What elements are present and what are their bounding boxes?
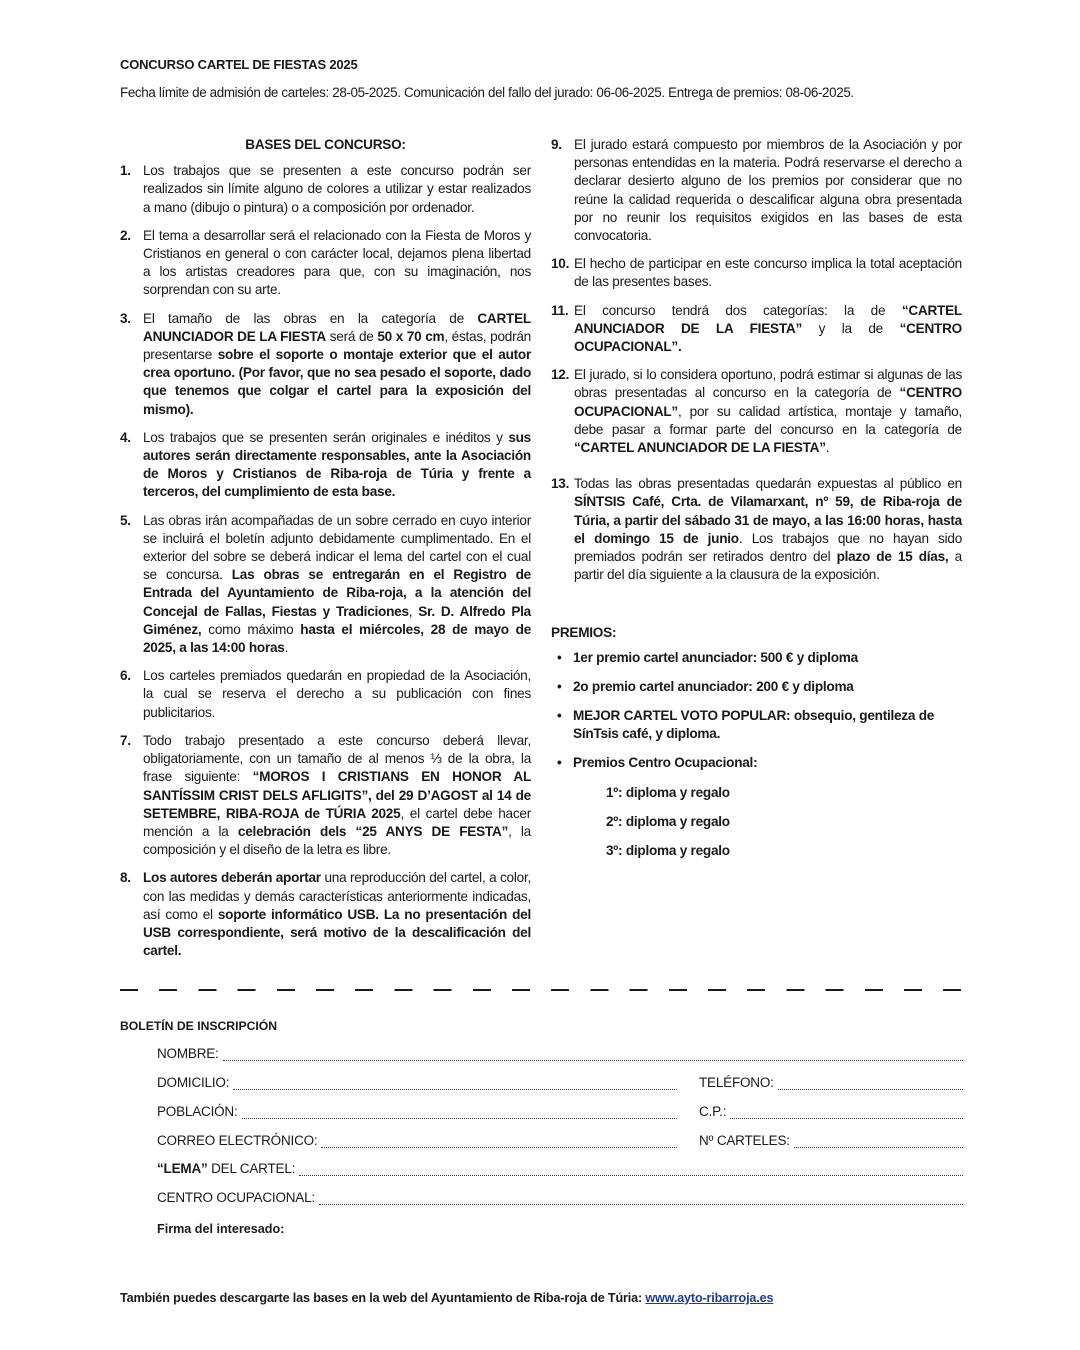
rule-number: 6. xyxy=(120,668,131,684)
rule-text-bold: plazo de 15 días, xyxy=(836,549,949,565)
rule-7 xyxy=(120,732,531,859)
correo-input-line[interactable] xyxy=(321,1133,677,1148)
correo-label: CORREO ELECTRÓNICO: xyxy=(157,1133,318,1148)
rule-text: Todo trabajo presentado a este concurso deberá llevar, obligatoriamente, con un tamaño de al menos ⅓ de la obra, la frase siguiente: xyxy=(143,732,531,785)
rule-10 xyxy=(551,255,962,291)
rule-text-bold: “CARTEL ANUNCIADOR DE LA FIESTA” xyxy=(574,440,826,456)
prize-second xyxy=(551,678,962,696)
rule-text: a partir del día siguiente a la clausura de la exposición. xyxy=(574,549,962,583)
rule-text-bold: “MOROS I CRISTIANS EN HONOR AL SANTÍSSIM CRIST DELS AFLIGITS”, del 29 D’AGOST al 14 de SETEMBRE, RIBA-ROJA de TÚRIA 2025 xyxy=(143,769,531,821)
premios-title: PREMIOS: xyxy=(551,625,617,641)
rule-text: Los trabajos que se presenten a este concurso podrán ser realizados sin límite alguno de colores a utilizar y estar realizados a mano (dibujo o pintura) o a composición por ordenador. xyxy=(143,163,531,215)
rule-text: Todas las obras presentadas quedarán expuestas al público en xyxy=(574,476,962,492)
centro-prize-2: 2º: diploma y regalo xyxy=(606,813,730,829)
rule-text-bold: celebración dels “25 ANYS DE FESTA” xyxy=(237,823,509,839)
nombre-field[interactable] xyxy=(157,1046,963,1061)
centro-prize-3: 3º: diploma y regalo xyxy=(606,843,730,859)
bullet-icon: • xyxy=(557,649,562,665)
cp-input-line[interactable] xyxy=(730,1104,963,1119)
form-title: BOLETÍN DE INSCRIPCIÓN xyxy=(120,1019,278,1033)
rule-number: 11. xyxy=(551,302,569,318)
rule-4 xyxy=(120,429,531,502)
bullet-icon: • xyxy=(557,708,562,724)
bases-title: BASES DEL CONCURSO: xyxy=(245,137,406,152)
rule-text: . Los trabajos que no hayan sido premiados podrán ser retirados dentro del xyxy=(574,530,962,565)
nombre-input-line[interactable] xyxy=(223,1046,963,1061)
rule-text: Los trabajos que se presenten serán originales e inéditos y xyxy=(143,429,509,445)
telefono-field[interactable] xyxy=(699,1075,963,1090)
rule-text: y la de xyxy=(802,320,900,336)
rule-text-bold: Los autores deberán aportar xyxy=(143,870,321,886)
rule-number: 3. xyxy=(120,310,131,326)
centro-ocupacional-field[interactable] xyxy=(157,1190,963,1205)
rule-text: , el cartel debe hacer mención a la xyxy=(143,805,532,839)
domicilio-input-line[interactable] xyxy=(233,1075,677,1090)
prize-text: MEJOR CARTEL VOTO POPULAR: obsequio, gentileza de SínTsis café, y diploma. xyxy=(573,708,935,742)
rule-text-bold: “CENTRO OCUPACIONAL”. xyxy=(574,320,963,355)
rule-number: 1. xyxy=(120,163,131,179)
correo-field[interactable] xyxy=(157,1133,677,1148)
rule-number: 5. xyxy=(120,512,131,528)
rule-text-bold: hasta el miércoles, 28 de mayo de 2025, a las 14:00 horas xyxy=(143,621,532,656)
lema-label-text: DEL CARTEL: xyxy=(207,1161,296,1176)
rule-text: . xyxy=(284,640,289,656)
carteles-label: Nº CARTELES: xyxy=(699,1133,790,1148)
rule-text: El tamaño de las obras en la categoría de xyxy=(143,310,478,326)
telefono-input-line[interactable] xyxy=(778,1075,963,1090)
rule-text: , por su calidad artística, montaje y tamaño, debe pasar a formar parte del concurso en la categoría de xyxy=(574,403,962,437)
prize-text: 2o premio cartel anunciador: 200 € y diploma xyxy=(573,678,854,694)
rule-text: . xyxy=(825,440,830,456)
rule-number: 2. xyxy=(120,227,131,243)
bullet-icon: • xyxy=(557,678,562,694)
cut-line-divider xyxy=(120,989,963,991)
footer-text: También puedes descargarte las bases en la web del Ayuntamiento de Riba-roja de Túria: xyxy=(120,1291,646,1305)
cp-field[interactable] xyxy=(699,1104,963,1119)
rule-text: una reproducción del cartel, a color, con las medidas y demás características anteriormente indicadas, así como el xyxy=(143,870,532,922)
prize-text: Premios Centro Ocupacional: xyxy=(573,755,758,771)
rule-text: El hecho de participar en este concurso implica la total aceptación de las presentes bases. xyxy=(574,256,962,290)
footer-note xyxy=(120,1291,773,1305)
prize-popular-vote xyxy=(551,707,962,743)
rule-text: El jurado estará compuesto por miembros de la Asociación y por personas entendidas en la materia. Podrá reservarse el derecho a declarar desierto alguno de los premios por considerar que no reúne la calidad requerida o descalificar alguna obra presentada por no reunir los requisitos exigidos en las bases de esta convocatoria. xyxy=(574,137,962,244)
rule-number: 10. xyxy=(551,256,570,272)
rule-number: 13. xyxy=(551,476,570,492)
rule-text: , xyxy=(408,603,419,619)
bullet-icon: • xyxy=(557,755,562,771)
rule-2 xyxy=(120,227,531,300)
rule-8 xyxy=(120,869,531,960)
rule-text-bold: Sr. D. Alfredo Pla Giménez, xyxy=(143,603,531,637)
poblacion-field[interactable] xyxy=(157,1104,677,1119)
poblacion-input-line[interactable] xyxy=(242,1104,677,1119)
domicilio-label: DOMICILIO: xyxy=(157,1075,230,1090)
deadline-dates: Fecha límite de admisión de carteles: 28-05-2025. Comunicación del fallo del jurado: 06-06-2025. Entrega de premios: 08-06-2025. xyxy=(120,85,854,100)
cp-label: C.P.: xyxy=(699,1104,727,1119)
rule-text-bold: Las obras se entregarán en el Registro de Entrada del Ayuntamiento de Riba-roja, a la atención del Concejal de Fallas, Fiestas y Tradiciones xyxy=(143,567,531,619)
rule-1 xyxy=(120,162,531,217)
signature-label: Firma del interesado: xyxy=(157,1222,285,1236)
telefono-label: TELÉFONO: xyxy=(699,1075,774,1090)
centro-ocupacional-input-line[interactable] xyxy=(319,1190,963,1205)
centro-prize-1: 1º: diploma y regalo xyxy=(606,784,730,800)
rule-text-bold: 50 x 70 cm xyxy=(377,328,445,344)
document-title: CONCURSO CARTEL DE FIESTAS 2025 xyxy=(120,57,358,72)
rule-text-bold: SÍNTSIS Café, Crta. de Vilamarxant, nº 59, de Riba-roja de Túria, a partir del sábado 31 de mayo, a las 16:00 horas, hasta el domingo 15 de junio xyxy=(574,494,962,546)
rule-text: El tema a desarrollar será el relacionado con la Fiesta de Moros y Cristianos en general o con carácter local, dejamos plena libertad a los artistas creadores para que, con su imaginación, nos sorprendan con su arte. xyxy=(143,227,531,298)
lema-label xyxy=(157,1161,299,1176)
rule-text: , la composición y el diseño de la letra es libre. xyxy=(143,823,531,858)
rule-text: como máximo xyxy=(201,621,301,637)
right-column xyxy=(551,136,962,871)
website-link[interactable]: www.ayto-ribarroja.es xyxy=(645,1291,774,1305)
centro-ocupacional-label: CENTRO OCUPACIONAL: xyxy=(157,1190,315,1205)
rule-text: será de xyxy=(326,328,378,344)
lema-label-bold: “LEMA” xyxy=(157,1161,208,1176)
rule-3 xyxy=(120,310,531,419)
carteles-input-line[interactable] xyxy=(794,1133,963,1148)
rule-text: El concurso tendrá dos categorías: la de xyxy=(574,302,902,318)
rule-number: 9. xyxy=(551,137,562,152)
poblacion-label: POBLACIÓN: xyxy=(157,1104,238,1119)
rule-text: El jurado, si lo considera oportuno, podrá estimar si algunas de las obras presentadas al concurso en la categoría de xyxy=(574,367,962,401)
rule-text-bold: soporte informático USB. La no presentación del USB correspondiente, será motivo de la descalificación del cartel. xyxy=(143,906,531,959)
rule-text: Los carteles premiados quedarán en propiedad de la Asociación, la cual se reserva el derecho a su publicación con fines publicitarios. xyxy=(143,668,531,720)
rule-text: Las obras irán acompañadas de un sobre cerrado en cuyo interior se incluirá el boletín adjunto debidamente cumplimentado. En el exterior del sobre se deberá indicar el lema del cartel con el cual se concursa. xyxy=(143,512,531,583)
carteles-field[interactable] xyxy=(699,1133,963,1148)
prize-text: 1er premio cartel anunciador: 500 € y diploma xyxy=(573,649,858,665)
lema-field[interactable] xyxy=(157,1161,963,1176)
rule-text-bold: “CENTRO OCUPACIONAL” xyxy=(574,385,962,419)
rule-13 xyxy=(551,475,962,584)
rule-text-bold: sus autores serán directamente responsables, ante la Asociación de Moros y Cristianos de Riba-roja de Túria y frente a terceros, del cumplimiento de esta base. xyxy=(143,429,531,500)
rule-11 xyxy=(551,302,962,357)
left-column xyxy=(120,136,531,970)
rule-text-bold: CARTEL ANUNCIADOR DE LA FIESTA xyxy=(143,310,531,344)
rule-number: 7. xyxy=(120,732,131,748)
rule-number: 8. xyxy=(120,870,131,886)
prize-centro-ocupacional xyxy=(551,754,962,772)
rule-number: 12. xyxy=(551,367,570,383)
rule-12 xyxy=(551,366,962,457)
lema-input-line[interactable] xyxy=(299,1161,963,1176)
prize-first xyxy=(551,649,962,667)
rule-text: , éstas, podrán presentarse xyxy=(143,328,531,363)
rule-text-bold: “CARTEL ANUNCIADOR DE LA FIESTA” xyxy=(574,302,962,336)
rule-number: 4. xyxy=(120,429,131,445)
rule-9 xyxy=(551,136,962,245)
rule-5 xyxy=(120,512,531,658)
rule-6 xyxy=(120,667,531,722)
nombre-label: NOMBRE: xyxy=(157,1046,219,1061)
domicilio-field[interactable] xyxy=(157,1075,677,1090)
rule-text-bold: sobre el soporte o montaje exterior que el autor crea oportuno. (Por favor, que no sea pesado el soporte, dado que tenemos que colgar el cartel para la exposición del mismo). xyxy=(143,347,531,417)
